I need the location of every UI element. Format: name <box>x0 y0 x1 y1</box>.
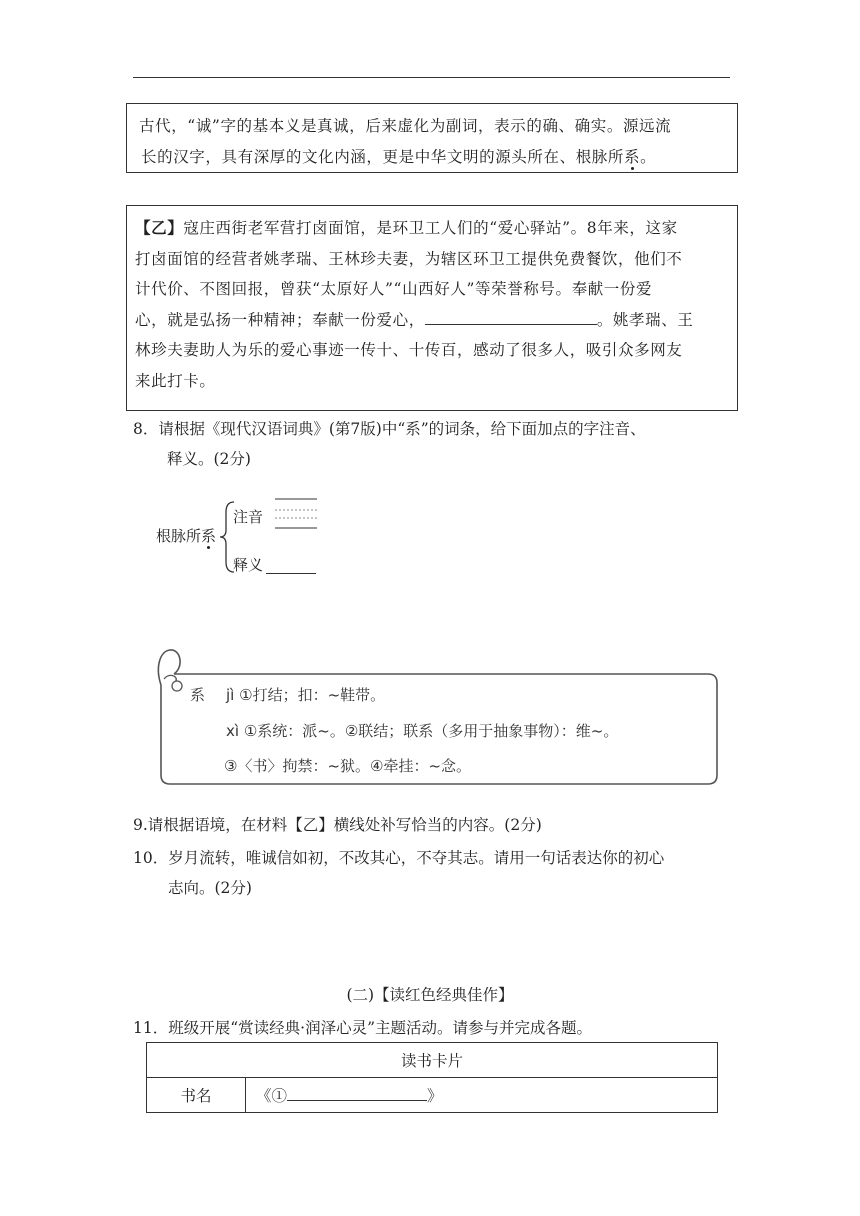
diagram-meaning-label: 释义 <box>233 556 264 574</box>
passage-jia-line-1: 古代，“诚”字的基本义是真诚，后来虚化为副词，表示的确、确实。源远流 <box>139 117 672 135</box>
reading-card <box>146 1042 718 1113</box>
dotted-char-xi: 系 <box>624 147 641 166</box>
meaning-blank[interactable] <box>266 556 316 574</box>
passage-yi-line-6: 来此打卡。 <box>135 371 216 390</box>
header-rule <box>133 77 730 78</box>
diagram-term: 根脉所系 <box>156 527 217 545</box>
question-9: 9.请根据语境，在材料【乙】横线处补写恰当的内容。(2分) <box>133 816 542 834</box>
passage-jia-line-2: 长的汉字，具有深厚的文化内涵，更是中华文明的源头所在、根脉所系。 <box>141 147 657 166</box>
section-2-title: (二)【读红色经典佳作】 <box>346 986 514 1004</box>
dict-ji-line: jì ①打结；扣：~鞋带。 <box>226 686 386 704</box>
passage-yi-blank[interactable] <box>425 324 597 325</box>
question-10-line-1: 10．岁月流转，唯诚信如初，不改其心，不夺其志。请用一句话表达你的初心 <box>133 849 665 867</box>
book-name-blank[interactable] <box>287 1100 427 1101</box>
question-8-line-1: 8．请根据《现代汉语词典》(第7版)中“系”的词条，给下面加点的字注音、 <box>133 420 646 438</box>
dict-headword: 系 <box>190 686 206 704</box>
dict-xi-line-2: ③〈书〉拘禁：~狱。④牵挂：~念。 <box>224 757 472 775</box>
question-10-line-2: 志向。(2分) <box>168 879 252 897</box>
question-8 <box>133 414 733 474</box>
passage-yi-tag: 【乙】 <box>135 218 184 237</box>
book-name-cell: 《① 》 <box>246 1078 718 1113</box>
passage-yi-line-2: 打卤面馆的经营者姚孝瑞、王林珍夫妻，为辖区环卫工提供免费餐饮，他们不 <box>135 249 683 268</box>
question-8-line-2: 释义。(2分) <box>167 450 251 468</box>
reading-card-header: 读书卡片 <box>147 1043 718 1078</box>
book-name-label: 书名 <box>147 1078 246 1113</box>
passage-yi-line-1: 【乙】寇庄西街老军营打卤面馆，是环卫工人们的“爱心驿站”。8年来，这家 <box>135 218 678 237</box>
pinyin-writing-lines[interactable] <box>274 496 320 532</box>
passage-yi-line-4: 心，就是弘扬一种精神；奉献一份爱心， 。姚孝瑞、王 <box>135 310 694 329</box>
passage-yi-line-3: 计代价、不图回报，曾获“太原好人”“山西好人”等荣誉称号。奉献一份爱 <box>135 280 653 298</box>
diagram-pinyin-label: 注音 <box>233 508 264 526</box>
dict-xi-line: xì ①系统：派~。②联结；联系（多用于抽象事物）：维~。 <box>226 722 619 740</box>
question-10 <box>133 843 733 903</box>
question-11: 11．班级开展“赏读经典·润泽心灵”主题活动。请参与并完成各题。 <box>133 1019 593 1037</box>
passage-yi-box <box>126 205 738 411</box>
passage-yi-line-5: 林珍夫妻助人为乐的爱心事迹一传十、十传百，感动了很多人，吸引众多网友 <box>135 341 683 359</box>
passage-jia-box <box>126 103 738 173</box>
